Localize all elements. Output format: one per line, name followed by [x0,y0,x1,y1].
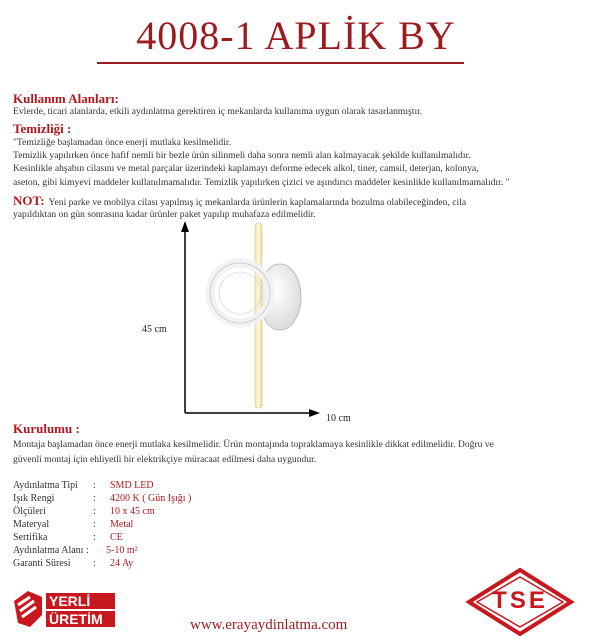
spec-label: Aydınlatma Tipi [13,480,78,491]
note-line: yapıldıktan on gün sonrasına kadar ürünler paket yapılıp muhafaza edilmelidir. [13,209,316,220]
arrow-right-icon [309,409,320,417]
cleaning-line: aseton, gibi kimyevi maddeler kullanılmamalıdır. Temizlik yapılırken çizici ve aşındırıcı maddeler kesinlikle kullanılmamalıdır. " [13,177,510,188]
spec-sep: : [93,506,96,517]
spec-value: CE [110,532,123,543]
spec-sep: : [93,532,96,543]
usage-text: Evlerde, ticari alanlarda, etkili aydınlatma gerektiren iç mekanlarda kullanıma uygun olarak tasarlanmıştır. [13,106,423,117]
spec-value: 24 Ay [110,558,134,569]
spec-sep: : [93,519,96,530]
product-diagram [150,215,350,430]
title-underline [97,62,464,64]
spec-row [13,519,49,530]
page-title: 4008-1 APLİK BY [136,13,456,58]
tse-text: TSE [492,587,548,614]
hand-icon [8,585,48,633]
spec-value: 10 x 45 cm [110,506,155,517]
spec-label: Işık Rengi [13,493,55,504]
spec-value: 5-10 m² [106,545,138,556]
tse-logo [465,567,575,637]
height-dimension: 45 cm [142,324,167,335]
spec-label: Ölçüleri [13,506,46,517]
spec-sep: : [93,493,96,504]
cleaning-line: Temizlik yapılırken önce hafif nemli bir bezle ürün silinmeli daha sonra nemli alan kalmayacak şekilde kullanılmalıdır. [13,150,471,161]
cleaning-line: "Temizliğe başlamadan önce enerji mutlaka kesilmelidir. [13,137,231,148]
spec-row [13,506,46,517]
spec-row [13,532,47,543]
width-dimension: 10 cm [326,413,351,424]
yerli-text: YERLİ [46,593,115,609]
arrow-up-icon [181,221,189,232]
spec-value: SMD LED [110,480,154,491]
spec-row [13,558,71,569]
spec-sep: : [93,480,96,491]
install-heading: Kurulumu : [13,421,80,436]
spec-row [13,493,54,504]
spec-label: Sertifika [13,532,48,543]
uretim-text: ÜRETİM [46,611,115,627]
spec-label: Aydınlatma Alanı : [13,545,89,556]
spec-value: Metal [110,519,134,530]
spec-sep: : [93,558,96,569]
cleaning-heading: Temizliği : [13,121,72,136]
install-line: Montaja başlamadan önce enerji mutlaka kesilmelidir. Ürün montajında topraklamaya kesinlikle dikkat edilmelidir. Doğru ve [13,439,494,450]
spec-label: Materyal [13,519,50,530]
website-link[interactable]: www.erayaydinlatma.com [190,617,348,633]
usage-heading: Kullanım Alanları: [13,91,119,106]
spec-value: 4200 K ( Gün Işığı ) [110,493,192,504]
spec-label: Garanti Süresi [13,558,71,569]
cleaning-line: Kesinlikle ahşabın cilasını ve metal parçalar üzerindeki kaplamayı deforme edecek alkol, tiner, camsil, deterjan, kolonya, [13,163,479,174]
spec-row [13,480,78,491]
note-heading: NOT: [13,193,45,208]
yerli-uretim-logo [8,585,118,635]
install-line: güvenli montaj için ehliyetli bir elektrikçiye müracaat edilmesi daha uygundur. [13,454,317,465]
spec-row [13,545,89,556]
note-line: Yeni parke ve mobilya cilası yapılmış iç mekanlarda ürünlerin kaplamalarında bozulma olabileceğinden, cila [48,197,467,208]
